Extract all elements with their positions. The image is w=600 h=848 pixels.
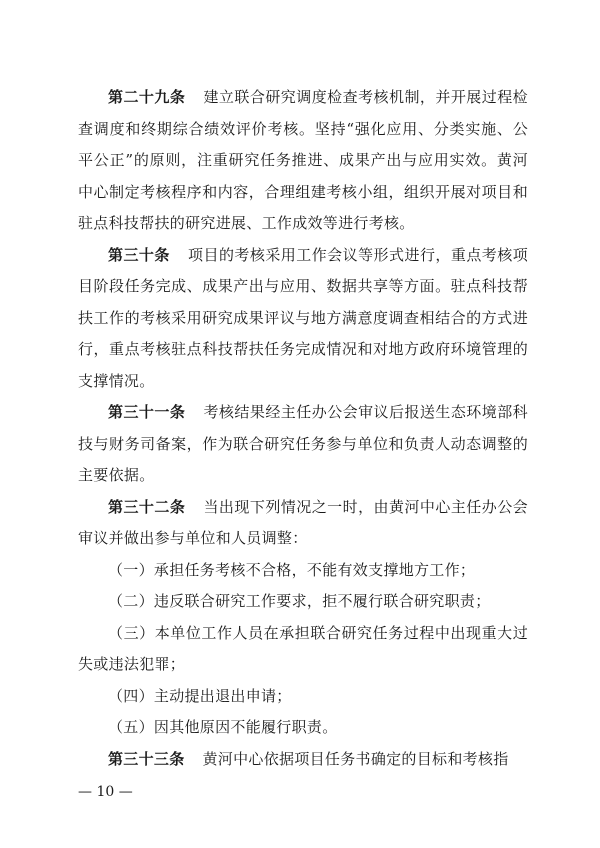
list-item: （三）本单位工作人员在承担联合研究任务过程中出现重大过失或违法犯罪； xyxy=(78,623,528,673)
list-item: （四）主动提出退出申请； xyxy=(108,686,292,705)
article-33 xyxy=(78,744,528,776)
article-text: 黄河中心依据项目任务书确定的目标和考核指 xyxy=(202,749,509,768)
article-32 xyxy=(78,492,528,555)
article-text: 当出现下列情况之一时，由黄河中心主任办公会审议并做出参与单位和人员调整： xyxy=(78,497,528,547)
article-heading: 第三十条 xyxy=(108,245,170,264)
article-heading: 第二十九条 xyxy=(108,88,186,106)
article-30 xyxy=(78,240,528,398)
list-item: （一）承担任务考核不合格，不能有效支撑地方工作； xyxy=(108,560,476,579)
article-29 xyxy=(78,82,528,240)
list-item: （五）因其他原因不能履行职责。 xyxy=(108,718,338,736)
article-31 xyxy=(78,397,528,492)
article-heading: 第三十一条 xyxy=(108,403,186,421)
article-text: 建立联合研究调度检查考核机制，并开展过程检查调度和终期综合绩效评价考核。坚持“强化应用、分类实施、公平公正”的原则，注重研究任务推进、成果产出与应用实效。黄河中心制定考核程序和内容，合理组建考核小组，组织开展对项目和驻点科技帮扶的研究进展、工作成效等进行考核。 xyxy=(78,88,528,232)
document-body xyxy=(78,82,528,775)
page-number: — 10 — xyxy=(78,784,133,800)
article-heading: 第三十三条 xyxy=(108,749,185,768)
article-heading: 第三十二条 xyxy=(108,497,186,516)
article-text: 考核结果经主任办公会审议后报送生态环境部科技与财务司备案，作为联合研究任务参与单位和负责人动态调整的主要依据。 xyxy=(78,403,528,484)
article-text: 项目的考核采用工作会议等形式进行，重点考核项目阶段任务完成、成果产出与应用、数据共享等方面。驻点科技帮扶工作的考核采用研究成果评议与地方满意度调查相结合的方式进行，重点考核驻点科技帮扶任务完成情况和对地方政府环境管理的支撑情况。 xyxy=(78,245,529,390)
list-item: （二）违反联合研究工作要求，拒不履行联合研究职责； xyxy=(108,592,491,610)
